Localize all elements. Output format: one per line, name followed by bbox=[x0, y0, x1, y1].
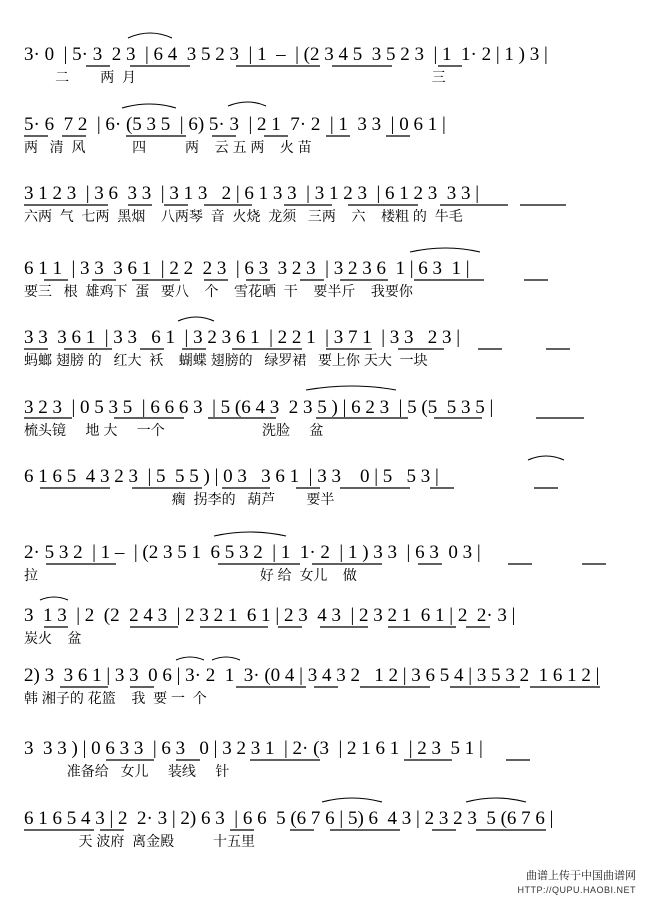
notation-line: 2) 3 3 6 1 | 3 3 0 6 | 3· 2 1 3· (0 4 | 3 4 3 2 1 2 | 3 6 5 4 | 3 5 3 2 1 6 1 2 | bbox=[24, 665, 600, 686]
music-system bbox=[24, 114, 628, 158]
lyrics-line: 准备给 女儿 装线 针 bbox=[24, 763, 230, 779]
lyrics-line: 蚂螂 翅膀 的 红大 袄 蝴蝶 翅膀的 绿罗裙 要上你 天大 一块 bbox=[24, 352, 428, 368]
lyrics-line: 要三 根 雄鸡下 蛋 要八 个 雪花晒 干 要半斤 我要你 bbox=[24, 283, 413, 299]
music-system bbox=[24, 44, 628, 88]
lyrics-line: 六两 气 七两 黑烟 八两琴 音 火烧 龙须 三两 六 楼粗 的 牛毛 bbox=[24, 208, 463, 224]
music-system bbox=[24, 665, 628, 709]
notation-line: 3 2 3 | 0 5 3 5 | 6 6 6 3 | 5 (6 4 3 2 3 5 ) | 6 2 3 | 5 (5 5 3 5 | bbox=[24, 397, 494, 418]
notation-line: 6 1 6 5 4 3 | 2 2· 3 | 2) 6 3 | 6 6 5 (6 7 6 | 5) 6 4 3 | 2 3 2 3 5 (6 7 6 | bbox=[24, 808, 554, 829]
notation-line: 3 1 3 | 2 (2 2 4 3 | 2 3 2 1 6 1 | 2 3 4 3 | 2 3 2 1 6 1 | 2 2· 3 | bbox=[24, 605, 516, 626]
footer-credit-text: 曲谱上传于中国曲谱网 bbox=[526, 870, 636, 882]
music-system bbox=[24, 258, 628, 302]
lyrics-line: 二 两 月 三 bbox=[24, 69, 446, 85]
music-system bbox=[24, 466, 628, 510]
lyrics-line: 两 清 风 四 两 云 五 两 火 苗 bbox=[24, 139, 312, 155]
music-system bbox=[24, 542, 628, 586]
lyrics-line: 瘸 拐李的 葫芦 要半 bbox=[24, 491, 335, 507]
footer-credit bbox=[517, 869, 636, 897]
music-system bbox=[24, 327, 628, 371]
notation-line: 3· 0 | 5· 3 2 3 | 6 4 3 5 2 3 | 1 – | (2 3 4 5 3 5 2 3 | 1 1· 2 | 1 ) 3 | bbox=[24, 44, 548, 65]
music-system bbox=[24, 738, 628, 782]
notation-line: 2· 5 3 2 | 1 – | (2 3 5 1 6 5 3 2 | 1 1· 2 | 1 ) 3 3 | 6 3 0 3 | bbox=[24, 542, 481, 563]
music-system bbox=[24, 808, 628, 852]
footer-url: HTTP://QUPU.HAOBI.NET bbox=[517, 885, 636, 895]
notation-line: 6 1 6 5 4 3 2 3 | 5 5 5 ) | 0 3 3 6 1 | 3 3 0 | 5 5 3 | bbox=[24, 466, 439, 487]
lyrics-line: 拉 好 给 女儿 做 bbox=[24, 567, 357, 583]
notation-line: 6 1 1 | 3 3 3 6 1 | 2 2 2 3 | 6 3 3 2 3 | 3 2 3 6 1 | 6 3 1 | bbox=[24, 258, 470, 279]
lyrics-line: 天 波府 离金殿 十五里 bbox=[24, 833, 256, 849]
notation-line: 3 3 3 6 1 | 3 3 6 1 | 3 2 3 6 1 | 2 2 1 | 3 7 1 | 3 3 2 3 | bbox=[24, 327, 461, 348]
music-system bbox=[24, 183, 628, 227]
lyrics-line: 韩 湘子的 花篮 我 要 一 个 bbox=[24, 690, 207, 706]
lyrics-line: 炭火 盆 bbox=[24, 630, 82, 646]
notation-line: 3 1 2 3 | 3 6 3 3 | 3 1 3 2 | 6 1 3 3 | 3 1 2 3 | 6 1 2 3 3 3 | bbox=[24, 183, 480, 204]
music-system bbox=[24, 605, 628, 649]
notation-line: 3 3 3 ) | 0 6 3 3 | 6 3 0 | 3 2 3 1 | 2· (3 | 2 1 6 1 | 2 3 5 1 | bbox=[24, 738, 483, 759]
lyrics-line: 梳头镜 地 大 一个 洗脸 盆 bbox=[24, 422, 324, 438]
notation-line: 5· 6 7 2 | 6· (5 3 5 | 6) 5· 3 | 2 1 7· 2 | 1 3 3 | 0 6 1 | bbox=[24, 114, 446, 135]
music-system bbox=[24, 397, 628, 441]
